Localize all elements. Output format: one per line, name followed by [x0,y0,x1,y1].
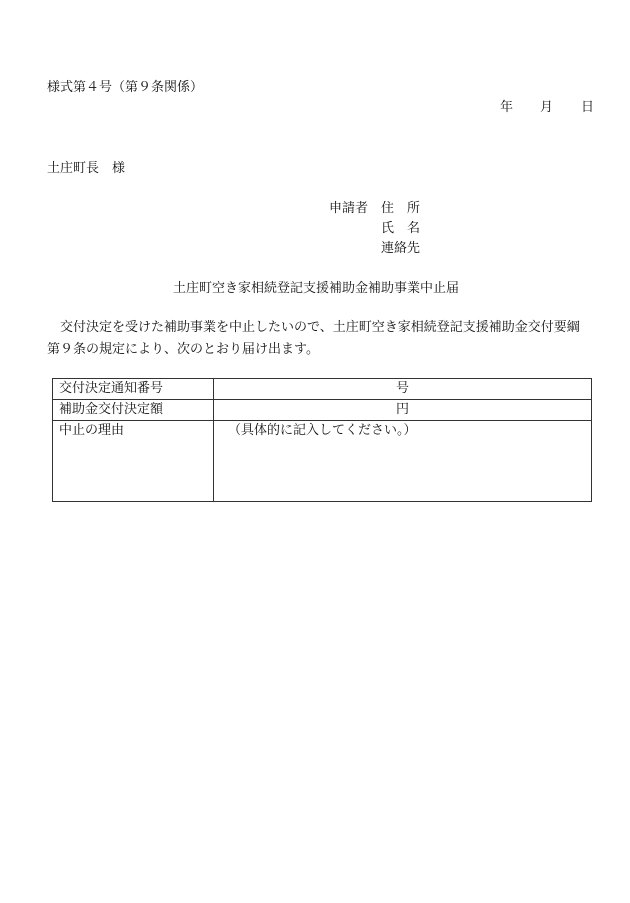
applicant-label: 申請者 [329,201,369,216]
date-day: 日 [581,100,595,115]
table-label-grant-amount: 補助金交付決定額 [53,400,214,421]
applicant-address-label: 住 所 [381,201,421,216]
body-line-1: 交付決定を受けた補助事業を中止したいので、土庄町空き家相続登記支援補助金交付要綱 [47,320,580,335]
body-paragraph [47,317,599,361]
addressee: 土庄町長 様 [47,161,126,176]
table-row [53,421,592,502]
applicant-contact-label: 連絡先 [381,241,421,256]
reason-field[interactable]: （具体的に記入してください。） [214,421,592,502]
document-title: 土庄町空き家相続登記支援補助金補助事業中止届 [173,281,460,296]
table-row [53,379,592,400]
date-year: 年 [500,100,514,115]
body-line-2: 第９条の規定により、次のとおり届け出ます。 [47,342,319,357]
table-label-notice-number: 交付決定通知番号 [53,379,214,400]
table-row [53,400,592,421]
table-label-reason: 中止の理由 [53,421,214,502]
grant-amount-field[interactable]: 円 [214,400,592,421]
date-month: 月 [540,100,554,115]
applicant-name-label: 氏 名 [381,221,421,236]
form-table [52,378,592,502]
notice-number-field[interactable]: 号 [214,379,592,400]
form-number: 様式第４号（第９条関係） [47,80,204,95]
